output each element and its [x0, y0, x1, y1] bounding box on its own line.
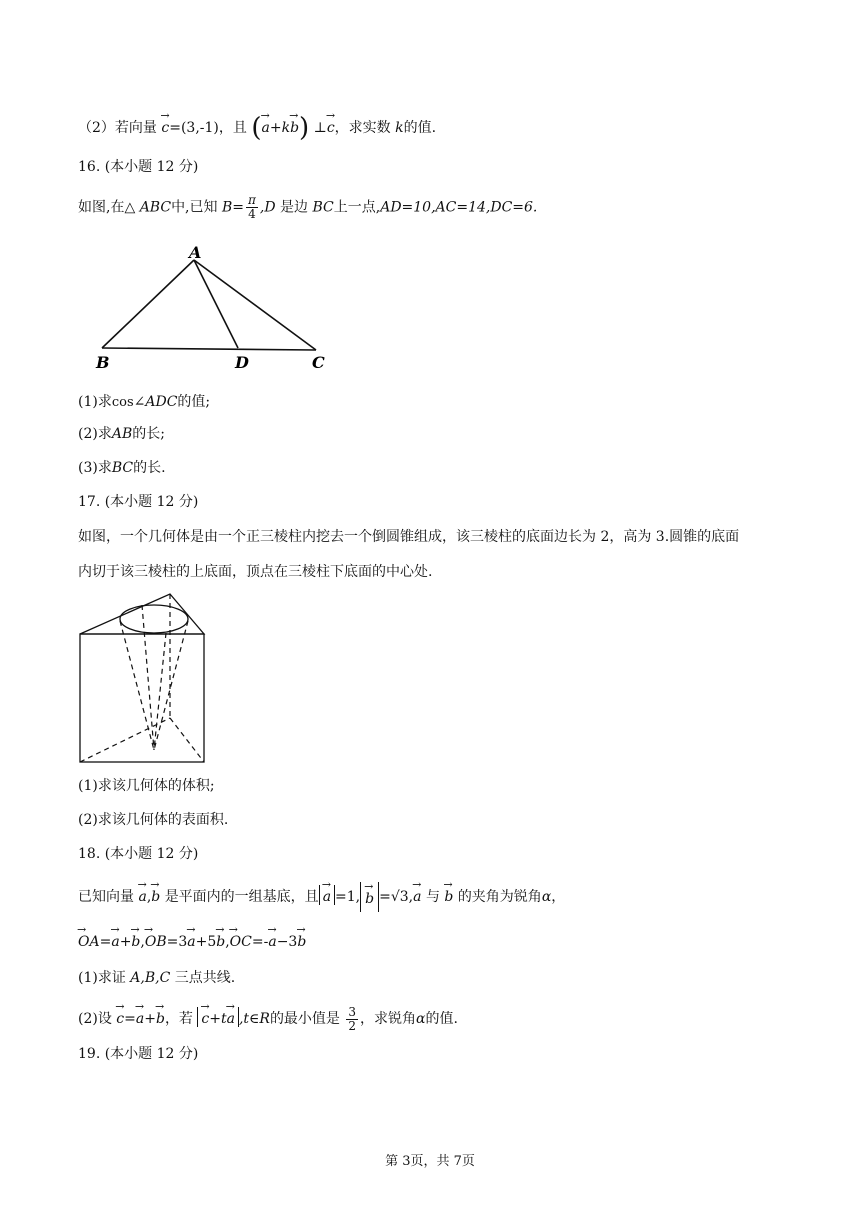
q17-text-1: 如图，一个几何体是由一个正三棱柱内挖去一个倒圆锥组成，该三棱柱的底面边长为 2，高为 3.圆锥的底面 [78, 529, 740, 545]
q17-part2: (2)求该几何体的表面积. [78, 812, 229, 828]
label-c: C [312, 353, 325, 372]
q18-header: 18. (本小题 12 分) [78, 846, 199, 862]
three-halves: $\frac{3}{2}$ [348, 1004, 357, 1033]
q18-line1: 已知向量 → a,→ b 是平面内的一组基底，且→ a =1,→ b =√3,→ a 与 → b 的夹角为锐角α， [78, 882, 565, 912]
q17-part1: (1)求该几何体的体积; [78, 778, 215, 794]
q16-part3: (3)求BC的长. [78, 460, 166, 476]
label-d: D [235, 353, 249, 372]
q19-header: 19. (本小题 12 分) [78, 1046, 199, 1062]
q16-part1: (1)求cos∠ADC的值; [78, 394, 211, 410]
label-b: B [96, 353, 110, 372]
q16-part2: (2)求AB的长; [78, 426, 165, 442]
vector-c: → c [161, 114, 169, 138]
q18-part1: (1)求证 A,B,C 三点共线. [78, 970, 236, 986]
q18-part2: (2)设 → c=→ a+→ b，若 → c+t→ a ,t∈R的最小值是 $\frac{3}{2}$ ，求锐角α的值. [78, 1005, 458, 1033]
q17-header: 17. (本小题 12 分) [78, 494, 199, 510]
q17-text-2: 内切于该三棱柱的上底面，顶点在三棱柱下底面的中心处. [78, 564, 433, 580]
q18-line2: → OA=→ a+→ b,→ OB=3→ a+5→ b,→ OC=-→ a−3→ b [78, 928, 306, 952]
q15-part2: （2）若向量 → c=(3,-1)，且 (→ a+k→ b) ⊥→ c，求实数 k的值. [78, 114, 436, 138]
page-footer: 第 3页，共 7页 [385, 1154, 475, 1169]
q16-header: 16. (本小题 12 分) [78, 159, 199, 175]
q16-intro: 如图,在△ ABC中,已知 B= $\frac{\pi}{4}$ ,D 是边 BC上一点,AD=10,AC=14,DC=6. [78, 193, 538, 221]
pi-over-4: $\frac{\pi}{4}$ [248, 193, 256, 221]
prism-cone-figure [78, 590, 214, 766]
triangle-abc-figure [88, 240, 348, 380]
label-a: A [189, 243, 202, 262]
